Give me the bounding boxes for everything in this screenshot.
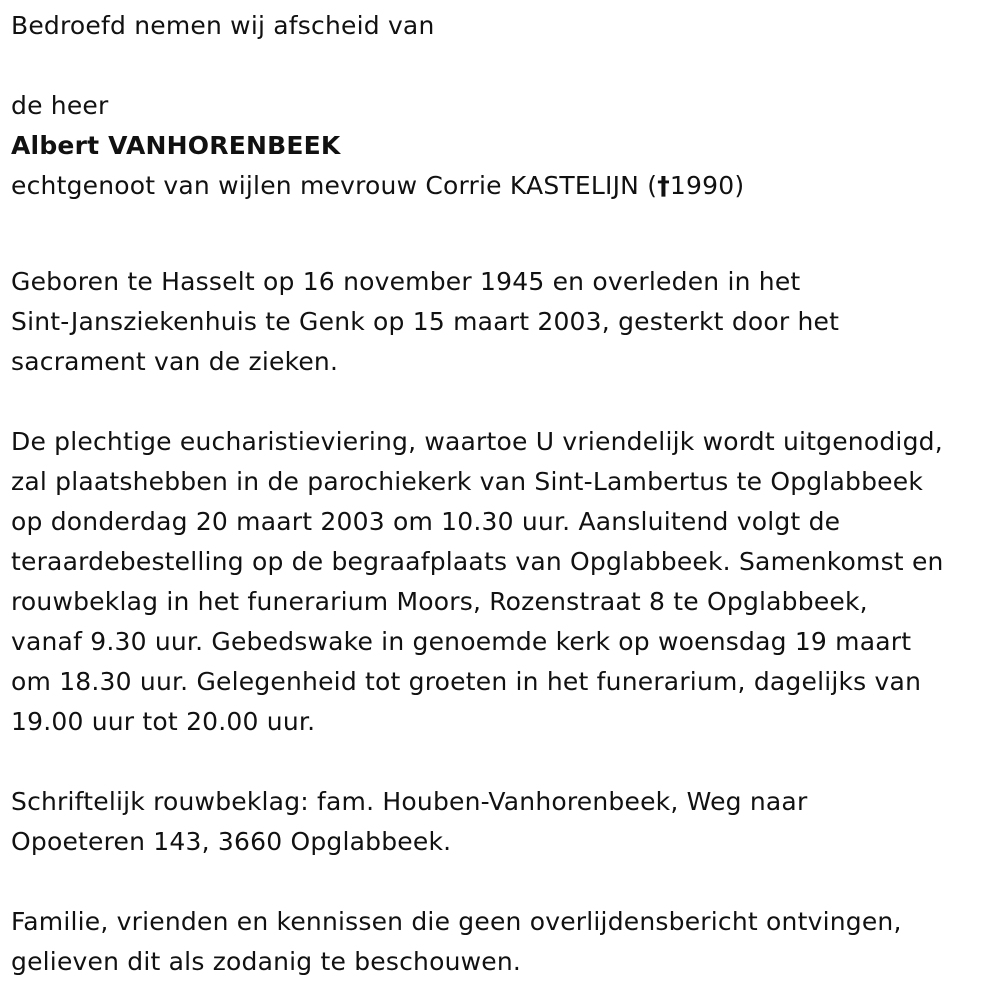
- intro-text: Bedroefd nemen wij afscheid van: [11, 11, 435, 40]
- paragraph-line: Familie, vrienden en kennissen die geen overlijdensbericht ontvingen,: [11, 907, 902, 936]
- paragraph-line: om 18.30 uur. Gelegenheid tot groeten in het funerarium, dagelijks van: [11, 667, 922, 696]
- spouse-line: [11, 166, 744, 206]
- paragraph-line: 19.00 uur tot 20.00 uur.: [11, 707, 316, 736]
- condolence-address-paragraph: [11, 782, 807, 862]
- paragraph-line: op donderdag 20 maart 2003 om 10.30 uur. Aansluitend volgt de: [11, 507, 841, 536]
- paragraph-line: Sint-Jansziekenhuis te Genk op 15 maart 2003, gesterkt door het: [11, 307, 840, 336]
- birth-death-paragraph: [11, 262, 839, 382]
- spouse-death-year: 1990): [669, 171, 745, 200]
- paragraph-line: De plechtige eucharistieviering, waartoe U vriendelijk wordt uitgenodigd,: [11, 427, 943, 456]
- paragraph-line: vanaf 9.30 uur. Gebedswake in genoemde kerk op woensdag 19 maart: [11, 627, 912, 656]
- deceased-name: Albert VANHORENBEEK: [11, 131, 341, 160]
- paragraph-line: Schriftelijk rouwbeklag: fam. Houben-Vanhorenbeek, Weg naar: [11, 787, 808, 816]
- paragraph-line: zal plaatshebben in de parochiekerk van Sint-Lambertus te Opglabbeek: [11, 467, 924, 496]
- paragraph-line: teraardebestelling op de begraafplaats van Opglabbeek. Samenkomst en: [11, 547, 944, 576]
- paragraph-line: rouwbeklag in het funerarium Moors, Rozenstraat 8 te Opglabbeek,: [11, 587, 868, 616]
- paragraph-line: Geboren te Hasselt op 16 november 1945 en overleden in het: [11, 267, 801, 296]
- spouse-text: echtgenoot van wijlen mevrouw Corrie KASTELIJN (: [11, 171, 658, 200]
- ceremony-paragraph: [11, 422, 944, 742]
- paragraph-line: sacrament van de zieken.: [11, 347, 339, 376]
- family-notice-paragraph: [11, 902, 902, 982]
- deceased-header: [11, 86, 744, 206]
- paragraph-line: Opoeteren 143, 3660 Opglabbeek.: [11, 827, 452, 856]
- cross-icon: †: [657, 171, 670, 200]
- salutation: de heer: [11, 91, 109, 120]
- paragraph-line: gelieven dit als zodanig te beschouwen.: [11, 947, 522, 976]
